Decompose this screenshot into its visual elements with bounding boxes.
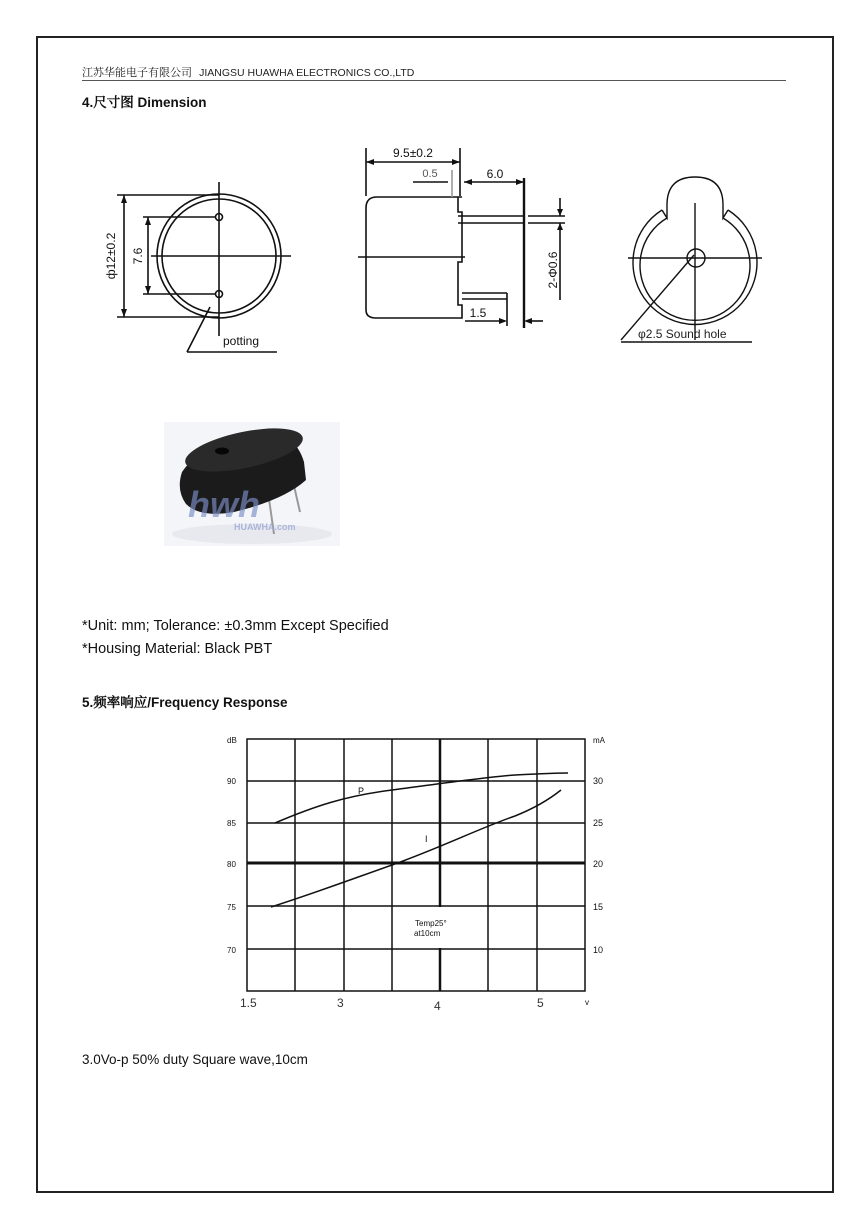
sound-hole-label: φ2.5 Sound hole [638,327,727,341]
header-divider [82,80,786,81]
y-right-tick-20: 20 [593,859,604,869]
watermark-logo: hwh [188,484,260,525]
offset-label: 0.5 [422,168,438,180]
annotation-temp: Temp25° [415,919,447,928]
frequency-response-chart [215,728,615,1018]
pin-diameter-label: 2-Φ0.6 [546,251,560,289]
pin-extension-label: 1.5 [469,306,487,320]
potting-label: potting [223,334,260,348]
x-tick-3: 3 [337,996,344,1010]
note-unit-tolerance: *Unit: mm; Tolerance: ±0.3mm Except Specified [82,618,389,634]
chart-grid [247,739,585,991]
y-right-unit: mA [593,736,605,745]
section-title-dimension: 4.尺寸图 Dimension [82,95,207,110]
y-right-tick-30: 30 [593,776,604,786]
y-left-tick-75: 75 [227,903,236,912]
x-tick-5: 5 [537,996,544,1010]
x-tick-1-5: 1.5 [240,996,257,1010]
annotation-distance: at10cm [414,929,441,938]
y-left-tick-70: 70 [227,946,236,955]
top-view-drawing [610,165,800,350]
company-name-en: JIANGSU HUAWHA ELECTRONICS CO.,LTD [199,67,415,79]
pin-spacing-label: 7.6 [131,247,145,265]
section-title-frequency-response: 5.频率响应/Frequency Response [82,695,288,710]
watermark-text: HUAWHA.com [234,522,296,532]
pin-length-label: 6.0 [486,167,504,181]
y-left-tick-90: 90 [227,777,236,786]
y-right-tick-10: 10 [593,945,604,955]
product-photo [164,422,340,546]
y-right-tick-15: 15 [593,902,604,912]
company-header [82,64,414,80]
company-name-cn: 江苏华能电子有限公司 [82,66,192,79]
y-left-tick-85: 85 [227,819,236,828]
front-view-drawing [95,180,305,360]
height-label: 9.5±0.2 [393,146,433,160]
y-left-tick-80: 80 [227,860,236,869]
x-tick-4: 4 [434,999,441,1013]
x-axis-unit: v [585,998,589,1007]
y-left-unit: dB [227,736,237,745]
side-view-drawing [350,140,580,340]
note-housing-material: *Housing Material: Black PBT [82,641,273,657]
chart-footnote: 3.0Vo-p 50% duty Square wave,10cm [82,1052,308,1067]
i-series-label: I [425,834,428,844]
p-series-label: P [358,786,365,796]
y-right-tick-25: 25 [593,818,604,828]
diameter-label: ф12±0.2 [104,232,118,280]
